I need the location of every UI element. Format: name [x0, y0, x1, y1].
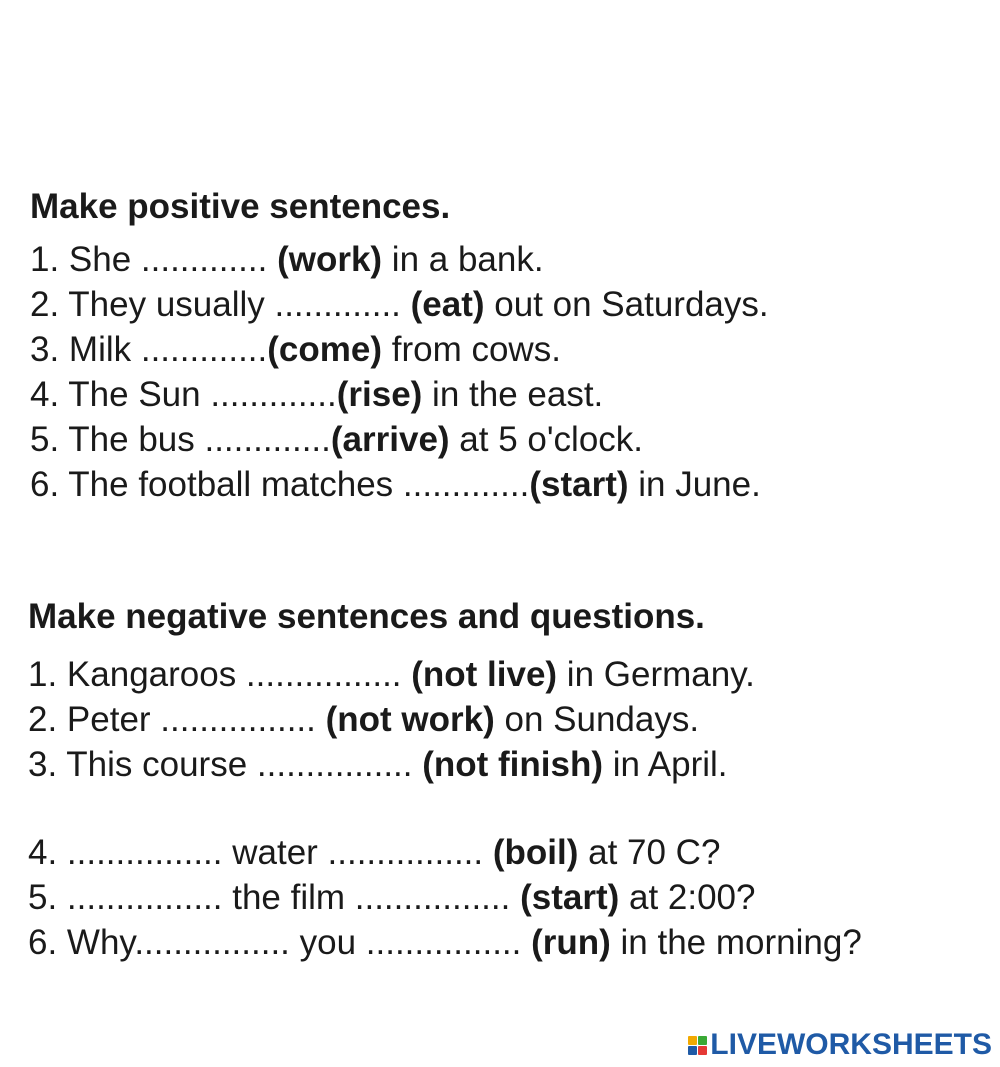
item-text: at 2:00?: [619, 878, 756, 917]
item-text: 1. She .............: [30, 240, 278, 279]
item-text: out on Saturdays.: [484, 285, 769, 324]
question-item-6: [28, 923, 862, 963]
positive-item-3: [30, 330, 561, 370]
item-text: in a bank.: [382, 240, 544, 279]
item-text: at 5 o'clock.: [449, 420, 644, 459]
item-text: 6. The football matches .............: [30, 465, 530, 504]
item-text: 4. The Sun .............: [30, 375, 337, 414]
item-text: in June.: [628, 465, 761, 504]
verb-hint: (not work): [325, 700, 495, 739]
liveworksheets-logo-icon: [688, 1036, 707, 1055]
verb-hint: (not live): [411, 655, 558, 694]
positive-item-2: [30, 285, 769, 325]
item-text: at 70 C?: [578, 833, 721, 872]
item-text: 5. ................ the film ................: [28, 878, 521, 917]
negative-item-3: [28, 745, 728, 785]
question-item-5: [28, 878, 756, 918]
item-text: 2. They usually .............: [30, 285, 411, 324]
item-text: in the east.: [422, 375, 604, 414]
item-text: 3. This course ................: [28, 745, 423, 784]
item-text: 3. Milk .............: [30, 330, 268, 369]
positive-item-6: [30, 465, 761, 505]
item-text: in Germany.: [557, 655, 755, 694]
verb-hint: (come): [267, 330, 383, 369]
brand-name: LIVEWORKSHEETS: [710, 1028, 992, 1061]
item-text: 4. ................ water ................: [28, 833, 493, 872]
item-text: from cows.: [382, 330, 561, 369]
item-text: 5. The bus .............: [30, 420, 331, 459]
item-text: in April.: [603, 745, 728, 784]
item-text: 1. Kangaroos ................: [28, 655, 412, 694]
positive-heading: Make positive sentences.: [30, 187, 451, 226]
verb-hint: (not finish): [422, 745, 603, 784]
verb-hint: (eat): [410, 285, 485, 324]
negative-heading: Make negative sentences and questions.: [28, 597, 705, 636]
item-text: 6. Why................ you ................: [28, 923, 532, 962]
question-item-4: [28, 833, 720, 873]
verb-hint: (work): [277, 240, 383, 279]
negative-item-1: [28, 655, 755, 695]
positive-item-1: [30, 240, 544, 280]
verb-hint: (rise): [336, 375, 423, 414]
positive-item-4: [30, 375, 603, 415]
negative-item-2: [28, 700, 699, 740]
item-text: 2. Peter ................: [28, 700, 326, 739]
item-text: on Sundays.: [494, 700, 700, 739]
verb-hint: (start): [529, 465, 629, 504]
verb-hint: (start): [520, 878, 620, 917]
item-text: in the morning?: [610, 923, 862, 962]
positive-item-5: [30, 420, 643, 460]
verb-hint: (arrive): [330, 420, 450, 459]
verb-hint: (run): [531, 923, 611, 962]
liveworksheets-watermark: [688, 1028, 992, 1062]
verb-hint: (boil): [492, 833, 579, 872]
